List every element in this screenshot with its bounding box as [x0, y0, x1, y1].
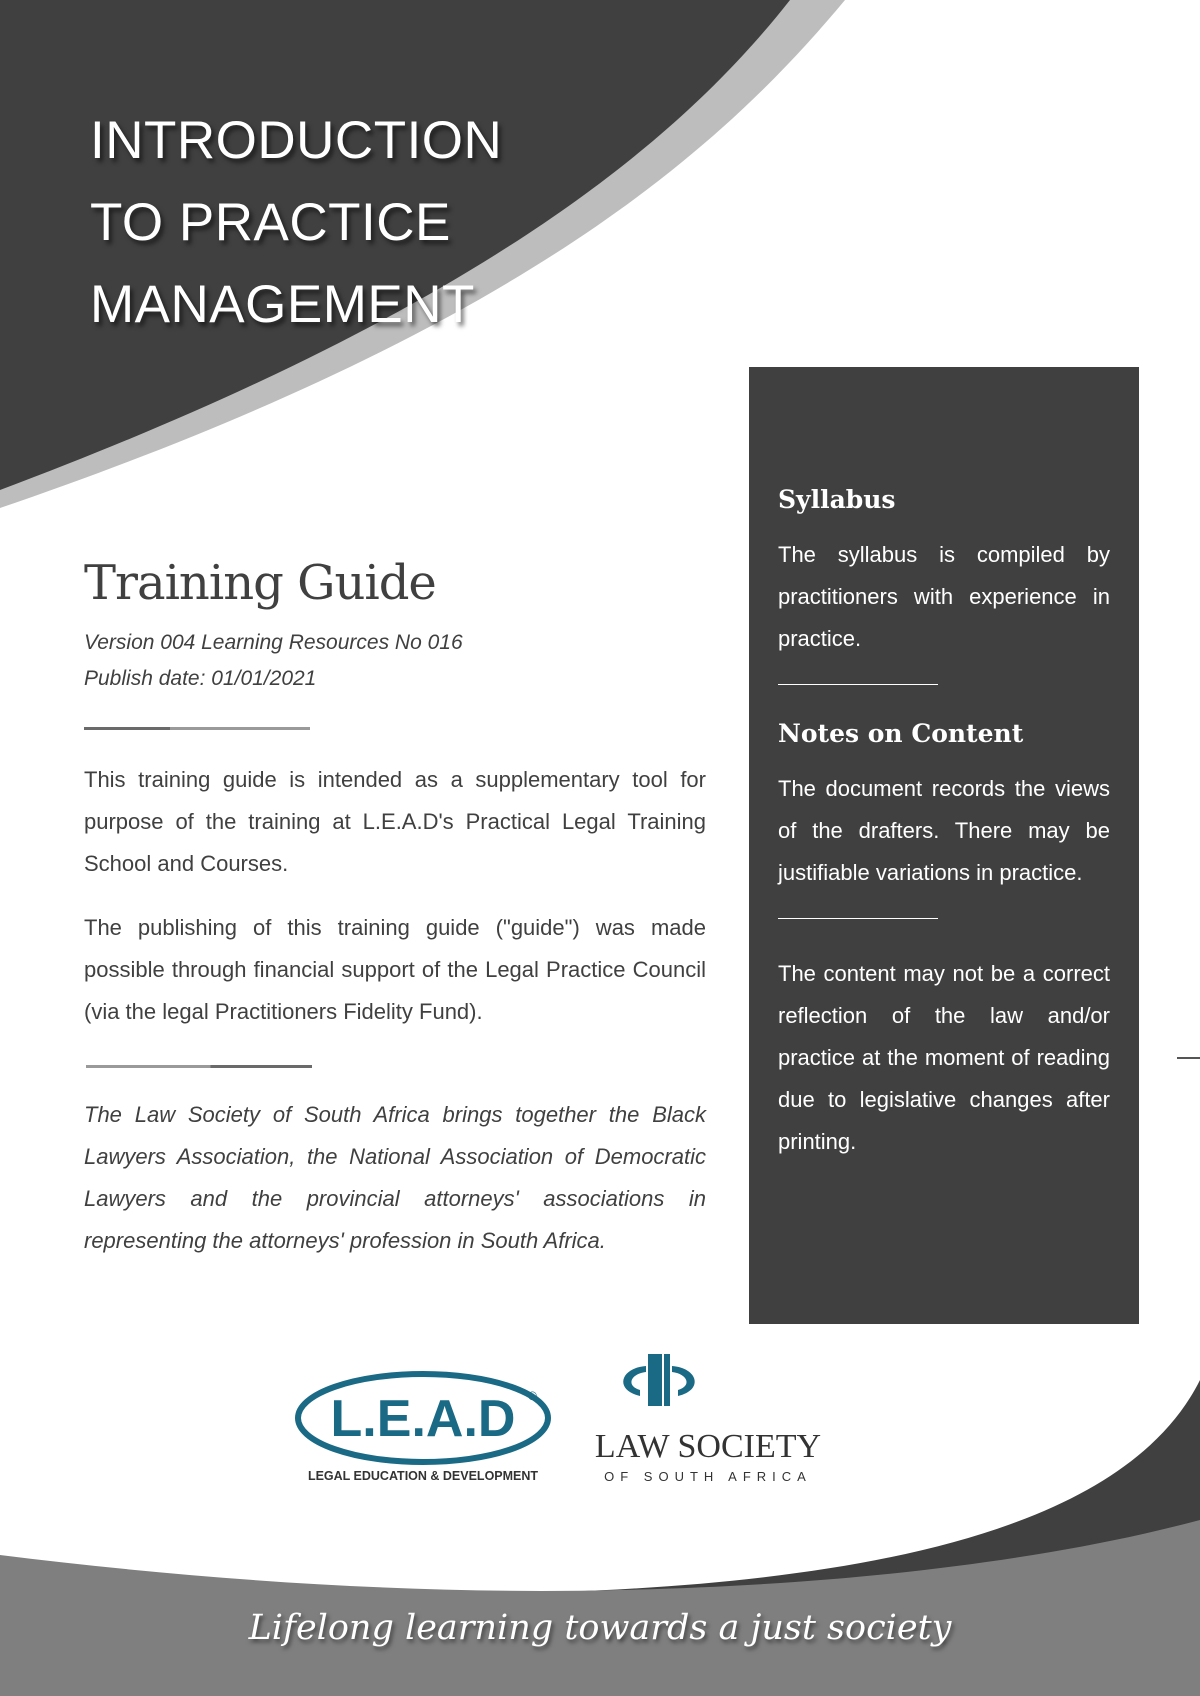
syllabus-text: The syllabus is compiled by practitioners with experience in practice. — [778, 542, 1110, 651]
divider-1 — [84, 727, 310, 730]
document-title — [90, 100, 502, 346]
notes-heading: Notes on Content — [778, 719, 1024, 748]
law-society-logo — [595, 1354, 821, 1484]
publish-date: Publish date: 01/01/2021 — [84, 667, 317, 690]
law-society-subtitle: OF SOUTH AFRICA — [604, 1469, 812, 1484]
pillar-icon — [623, 1354, 695, 1406]
title-line-3: MANAGEMENT — [90, 275, 475, 334]
title-line-2: TO PRACTICE — [90, 193, 451, 252]
svg-text:®: ® — [528, 1389, 537, 1403]
sidebar-rule-2 — [778, 918, 938, 919]
lead-logo-text: L.E.A.D — [330, 1390, 516, 1448]
edge-tick — [1177, 1057, 1200, 1059]
guide-header — [84, 555, 706, 697]
lead-logo — [298, 1374, 548, 1483]
disclaimer-text: The content may not be a correct reflection of the law and/or practice at the moment of reading due to legislative changes after printing. — [778, 961, 1110, 1154]
sidebar-rule-1 — [778, 684, 938, 685]
law-society-name: LAW SOCIETY — [594, 1428, 822, 1465]
notes-text: The document records the views of the drafters. There may be justifiable variations in practice. — [778, 776, 1110, 885]
partner-logos — [290, 1350, 830, 1500]
title-line-1: INTRODUCTION — [90, 111, 503, 170]
intro-paragraph: This training guide is intended as a supplementary tool for purpose of the training at L.E.A.D's Practical Legal Training School and Courses. — [84, 767, 706, 876]
funding-paragraph: The publishing of this training guide ("guide") was made possible through financial support of the Legal Practice Council (via the legal Practitioners Fidelity Fund). — [84, 915, 706, 1024]
guide-title: Training Guide — [84, 555, 436, 611]
lead-logo-subtitle: LEGAL EDUCATION & DEVELOPMENT — [307, 1469, 539, 1483]
version-info: Version 004 Learning Resources No 016 — [84, 631, 463, 654]
syllabus-heading: Syllabus — [778, 485, 896, 514]
divider-2 — [86, 1065, 312, 1068]
law-society-statement: The Law Society of South Africa brings together the Black Lawyers Association, the National Association of Democratic Lawyers and the provincial attorneys' associations in representing the attorneys' profession in South Africa. — [84, 1102, 706, 1253]
footer-tagline: Lifelong learning towards a just society — [248, 1608, 952, 1648]
sidebar-panel — [749, 367, 1139, 1324]
